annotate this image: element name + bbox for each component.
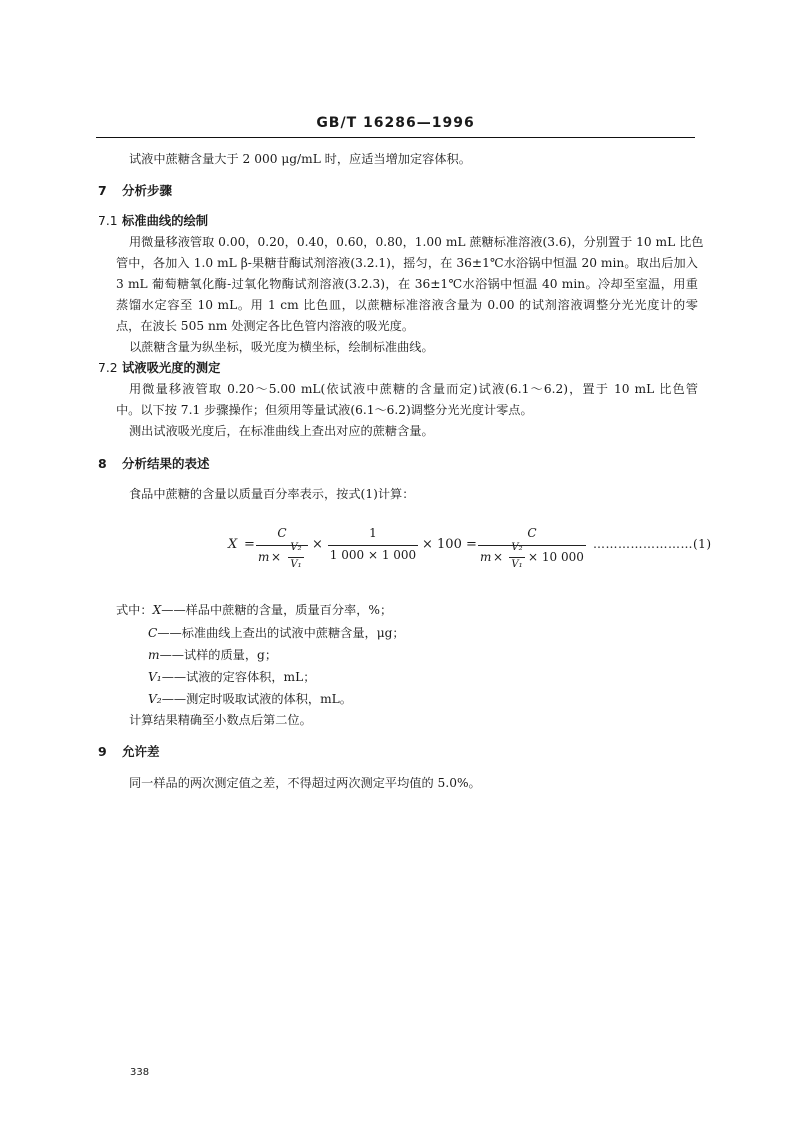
- section-number: 8: [98, 456, 107, 471]
- variable-description: ——试液的定容体积，mL；: [161, 670, 316, 684]
- fraction-tail: × 10 000: [528, 550, 584, 564]
- subsection-number: 7.2: [98, 361, 118, 375]
- fraction-numerator: 1: [369, 526, 377, 540]
- fraction-one-over-million: [328, 524, 418, 564]
- mini-bar: [509, 557, 525, 558]
- formula-1: [228, 524, 720, 584]
- fraction-numerator: C: [277, 526, 287, 540]
- subsection-title: 试液吸光度的测定: [122, 361, 221, 375]
- paragraph-line: 测出试液吸光度后，在标准曲线上查出对应的蔗糖含量。: [129, 424, 434, 438]
- paragraph-line: 中。以下按 7.1 步骤操作；但须用等量试液(6.1～6.2)调整分光光度计零点。: [116, 403, 533, 417]
- where-label: 式中：: [116, 603, 153, 617]
- variable-row-m: [148, 647, 277, 663]
- fraction-numerator: C: [527, 526, 537, 540]
- variable-symbol: X: [152, 603, 162, 617]
- fraction-bar: [478, 545, 586, 546]
- mini-fraction-v2-v1: [288, 542, 304, 574]
- mini-numerator: V₂: [290, 542, 302, 553]
- page-number: 338: [130, 1067, 150, 1078]
- fraction-times: ×: [493, 550, 504, 564]
- fraction-times: ×: [271, 550, 282, 564]
- mini-numerator: V₂: [511, 542, 523, 553]
- subsection-7-2-heading: [98, 360, 220, 376]
- variable-symbol: C: [148, 626, 158, 640]
- formula-times: ×: [312, 537, 323, 552]
- paragraph-line: 3 mL 葡萄糖氧化酶-过氧化物酶试剂溶液(3.2.3)，在 36±1℃水浴锅中恒温 40 min。冷却至室温，用重: [116, 277, 698, 291]
- intro-line: 试液中蔗糖含量大于 2 000 μg/mL 时，应适当增加定容体积。: [129, 152, 471, 166]
- paragraph-line: 用微量移液管取 0.20～5.00 mL(依试液中蔗糖的含量而定)试液(6.1～6.2)，置于 10 mL 比色管: [129, 382, 698, 396]
- paragraph-line: 同一样品的两次测定值之差，不得超过两次测定平均值的 5.0%。: [129, 776, 481, 790]
- mini-denominator: V₁: [290, 559, 302, 570]
- paragraph-line: 管中，各加入 1.0 mL β-果糖苷酶试剂溶液(3.2.1)，摇匀，在 36±1℃水浴锅中恒温 20 min。取出后加入: [116, 256, 698, 270]
- fraction-bar: [328, 545, 418, 546]
- section-title: 分析结果的表述: [122, 456, 210, 471]
- section-number: 7: [98, 183, 107, 198]
- variable-description: ——测定时吸取试液的体积，mL。: [161, 692, 352, 706]
- variable-description: ——标准曲线上查出的试液中蔗糖含量，μg；: [157, 626, 405, 640]
- variable-symbol: m: [148, 648, 160, 662]
- section-title: 允许差: [122, 744, 160, 759]
- variable-row-c: [148, 625, 405, 641]
- variable-description: ——样品中蔗糖的含量，质量百分率，%；: [161, 603, 393, 617]
- paragraph-line: 以蔗糖含量为纵坐标，吸光度为横坐标，绘制标准曲线。: [129, 340, 434, 354]
- mini-bar: [288, 557, 304, 558]
- variable-symbol: V₂: [148, 692, 162, 706]
- fraction-m: m: [480, 550, 492, 564]
- subsection-7-1-heading: [98, 213, 208, 229]
- standard-header: GB/T 16286—1996: [316, 115, 475, 131]
- section-number: 9: [98, 744, 107, 759]
- equation-number: ……………………(1): [593, 537, 712, 551]
- formula-equals: =: [244, 537, 255, 552]
- section-8-heading: [98, 456, 210, 472]
- variable-row-v2: [148, 691, 352, 707]
- variable-symbol: V₁: [148, 670, 162, 684]
- mini-fraction-v2-v1: [509, 542, 525, 574]
- precision-note: 计算结果精确至小数点后第二位。: [129, 713, 312, 727]
- variable-row-x: [116, 602, 392, 618]
- fraction-m: m: [258, 550, 270, 564]
- subsection-number: 7.1: [98, 214, 118, 228]
- section-9-heading: [98, 744, 160, 760]
- fraction-denominator: 1 000 × 1 000: [329, 548, 417, 562]
- formula-lhs: X: [228, 537, 238, 552]
- fraction-c-over-m-v-10000: [478, 524, 586, 584]
- paragraph-line: 食品中蔗糖的含量以质量百分率表示，按式(1)计算：: [129, 487, 415, 501]
- paragraph-line: 用微量移液管取 0.00，0.20，0.40，0.60，0.80，1.00 mL 蔗糖标准溶液(3.6)，分别置于 10 mL 比色: [129, 235, 704, 249]
- subsection-title: 标准曲线的绘制: [122, 214, 209, 228]
- formula-times-hundred: × 100 =: [422, 537, 477, 552]
- variable-description: ——试样的质量，g；: [159, 648, 278, 662]
- section-title: 分析步骤: [122, 183, 173, 198]
- header-rule: [96, 137, 695, 138]
- fraction-c-over-m-v: [256, 524, 308, 584]
- mini-denominator: V₁: [511, 559, 523, 570]
- variable-row-v1: [148, 669, 315, 685]
- paragraph-line: 点，在波长 505 nm 处测定各比色管内溶液的吸光度。: [116, 319, 415, 333]
- section-7-heading: [98, 183, 172, 199]
- paragraph-line: 蒸馏水定容至 10 mL。用 1 cm 比色皿，以蔗糖标准溶液含量为 0.00 的试剂溶液调整分光光度计的零: [116, 298, 698, 312]
